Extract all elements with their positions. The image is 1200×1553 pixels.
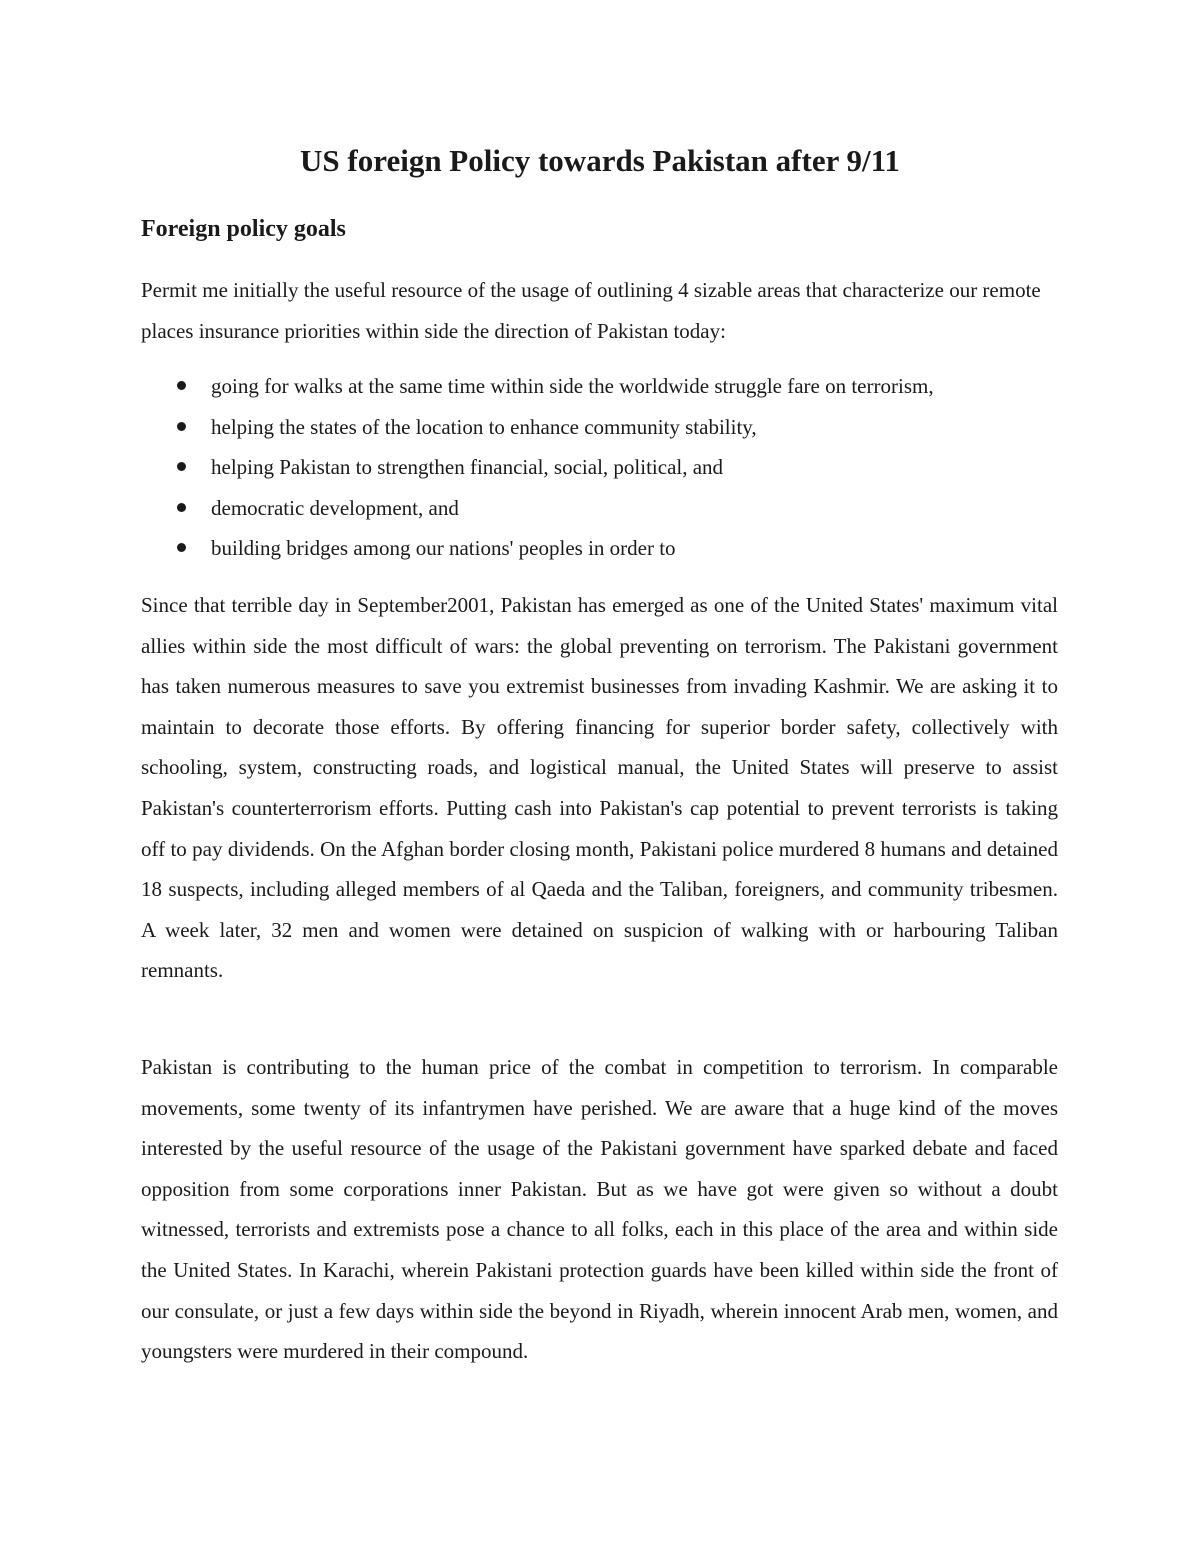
list-item <box>141 366 1058 407</box>
intro-paragraph: Permit me initially the useful resource of the usage of outlining 4 sizable areas that characterize our remote places insurance priorities within side the direction of Pakistan today: <box>141 278 1041 343</box>
list-item-text: helping the states of the location to enhance community stability, <box>211 414 757 439</box>
document-title: US foreign Policy towards Pakistan after 9/11 <box>300 143 900 178</box>
bullet-icon <box>177 543 186 552</box>
list-item <box>141 488 1058 529</box>
goals-list <box>141 366 1058 569</box>
list-item-text: democratic development, and <box>211 495 459 520</box>
section-heading: Foreign policy goals <box>141 216 346 242</box>
list-item <box>141 528 1058 569</box>
list-item <box>141 447 1058 488</box>
list-item <box>141 407 1058 448</box>
list-item-text: helping Pakistan to strengthen financial, social, political, and <box>211 455 724 480</box>
body-paragraph: Since that terrible day in September2001, Pakistan has emerged as one of the United States' maximum vital allies within side the most difficult of wars: the global preventing on terrorism. The Pakistani government has taken numerous measures to save you extremist businesses from invading Kashmir. We are asking it to maintain to decorate those efforts. By offering financing for superior border safety, collectively with schooling, system, constructing roads, and logistical manual, the United States will preserve to assist Pakistan's counterterrorism efforts. Putting cash into Pakistan's cap potential to prevent terrorists is taking off to pay dividends. On the Afghan border closing month, Pakistani police murdered 8 humans and detained 18 suspects, including alleged members of al Qaeda and the Taliban, foreigners, and community tribesmen. A week later, 32 men and women were detained on suspicion of walking with or harbouring Taliban remnants. <box>141 593 1058 983</box>
list-item-text: building bridges among our nations' peoples in order to <box>211 536 676 561</box>
list-item-text: going for walks at the same time within side the worldwide struggle fare on terrorism, <box>211 374 934 398</box>
bullet-icon <box>177 462 186 471</box>
bullet-icon <box>177 381 186 390</box>
bullet-icon <box>177 422 186 431</box>
bullet-icon <box>177 503 186 512</box>
body-paragraph: Pakistan is contributing to the human price of the combat in competition to terrorism. In comparable movements, some twenty of its infantrymen have perished. We are aware that a huge kind of the moves interested by the useful resource of the usage of the Pakistani government have sparked debate and faced opposition from some corporations inner Pakistan. But as we have got were given so without a doubt witnessed, terrorists and extremists pose a chance to all folks, each in this place of the area and within side the United States. In Karachi, wherein Pakistani protection guards have been killed within side the front of our consulate, or just a few days within side the beyond in Riyadh, wherein innocent Arab men, women, and youngsters were murdered in their compound. <box>141 1055 1058 1364</box>
